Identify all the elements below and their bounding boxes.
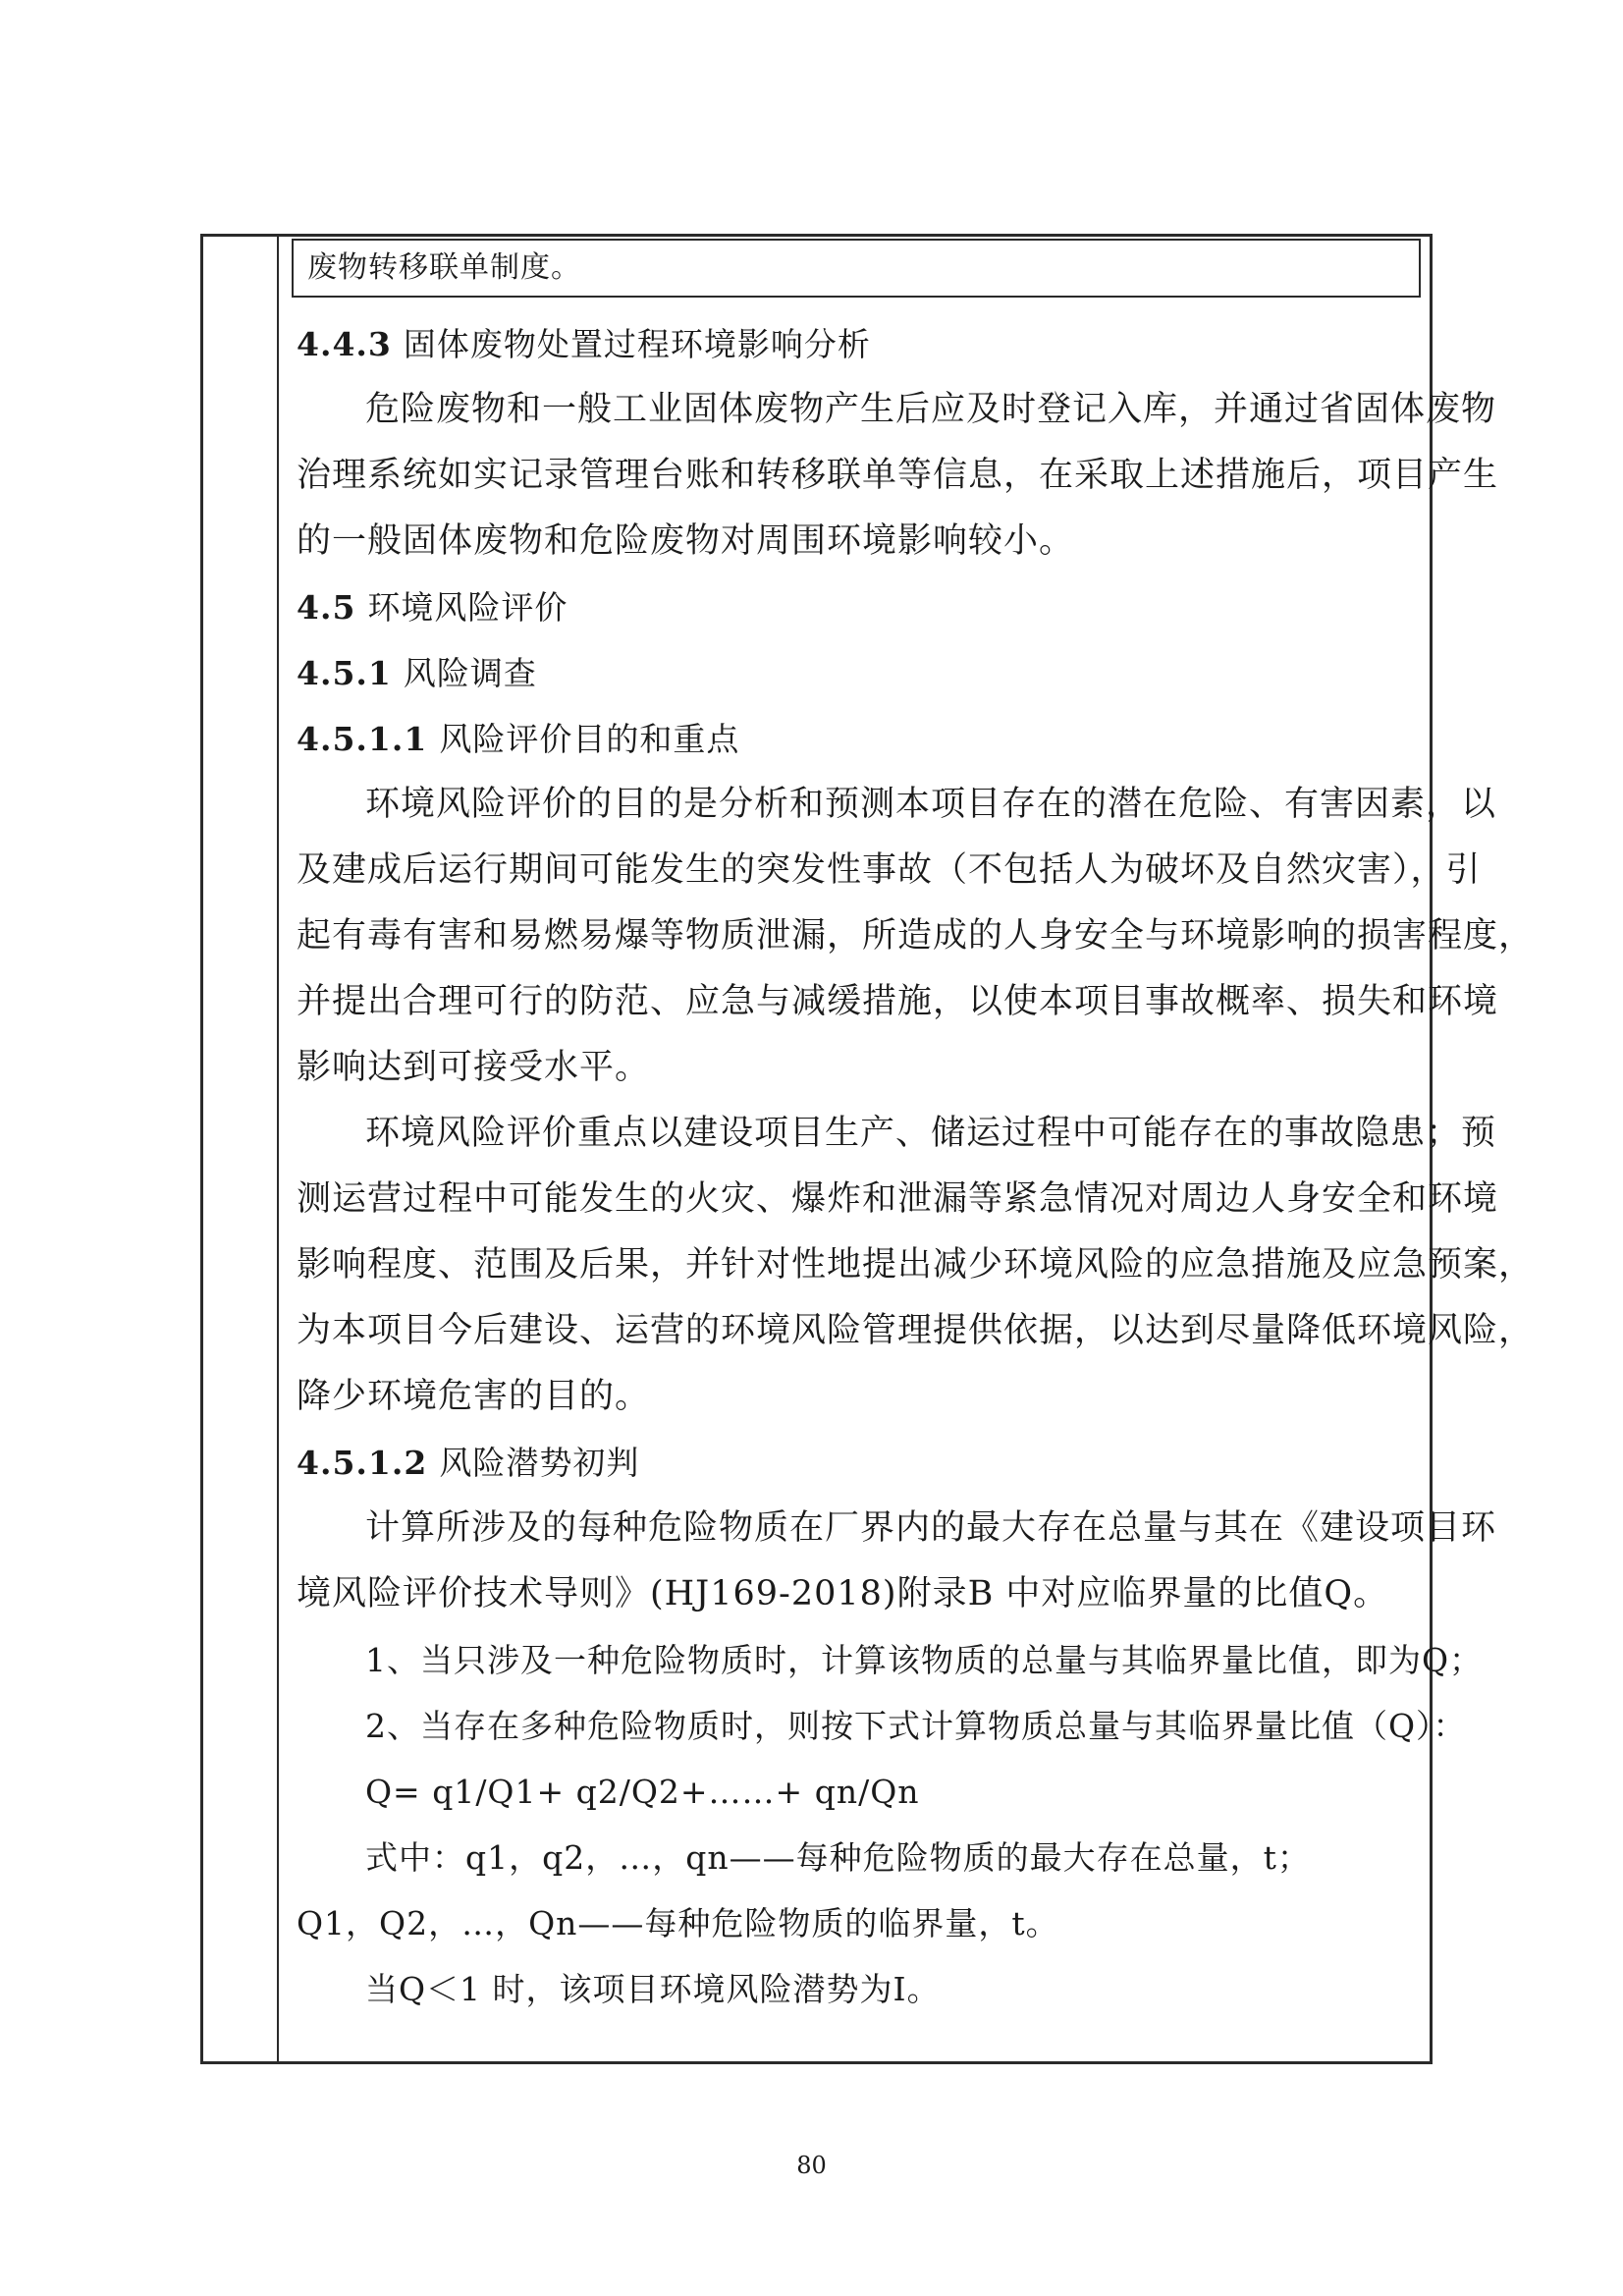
formula-equation: Q= q1/Q1+ q2/Q2+……+ qn/Qn: [365, 1773, 920, 1811]
page-number: 80: [796, 2152, 827, 2179]
heading-4-4-3: 4.4.3 固体废物处置过程环境影响分析: [297, 325, 871, 363]
formula-line-1: 1、当只涉及一种危险物质时，计算该物质的总量与其临界量比值，即为Q；: [365, 1641, 1484, 1679]
paragraph-risk-purpose: 环境风险评价的目的是分析和预测本项目存在的潜在危险、有害因素，以 及建成后运行期间可能发生的突发性事故（不包括人为破坏及自然灾害），引 起有毒有害和易燃易爆等物质泄漏，所造成的人身安全与环境影响的损害程度， 并提出合理可行的防范、应急与减缓措施，以使本项目事故概率、损失和环境 影响达到可接受水平。: [297, 785, 1535, 1087]
paragraph-solid-waste: 危险废物和一般工业固体废物产生后应及时登记入库，并通过省固体废物 治理系统如实记录管理台账和转移联单等信息，在采取上述措施后，项目产生 的一般固体废物和危险废物对周围环境影响较小。: [297, 390, 1499, 561]
formula-line-2: 2、当存在多种危险物质时，则按下式计算物质总量与其临界量比值（Q）：: [365, 1707, 1467, 1745]
paragraph-q-ratio: 计算所涉及的每种危险物质在厂界内的最大存在总量与其在《建设项目环 境风险评价技术导则》(HJ169-2018)附录B 中对应临界量的比值Q。: [297, 1508, 1497, 1613]
table-left-column: [203, 237, 279, 2061]
heading-4-5-1-1: 4.5.1.1 风险评价目的和重点: [297, 720, 740, 758]
heading-4-5-1-2: 4.5.1.2 风险潜势初判: [297, 1444, 640, 1482]
formula-conclusion: 当Q＜1 时，该项目环境风险潜势为I。: [365, 1970, 941, 2008]
report-table-frame: [200, 234, 1535, 2064]
formula-definition-q: 式中：q1，q2，…，qn——每种危险物质的最大存在总量，t；: [365, 1838, 1311, 1877]
heading-4-5-1: 4.5.1 风险调查: [297, 654, 537, 692]
continued-text: 废物转移联单制度。: [307, 250, 581, 285]
document-body: [297, 311, 1535, 2022]
formula-definition-Q: Q1，Q2，…，Qn——每种危险物质的临界量，t。: [297, 1904, 1059, 1942]
heading-4-5: 4.5 环境风险评价: [297, 588, 568, 627]
continued-cell: [292, 239, 1421, 298]
paragraph-risk-focus: 环境风险评价重点以建设项目生产、储运过程中可能存在的事故隐患；预 测运营过程中可能发生的火灾、爆炸和泄漏等紧急情况对周边人身安全和环境 影响程度、范围及后果，并针对性地提出减少环境风险的应急措施及应急预案， 为本项目今后建设、运营的环境风险管理提供依据，以达到尽量降低环境风险， 降少环境危害的目的。: [297, 1114, 1535, 1416]
